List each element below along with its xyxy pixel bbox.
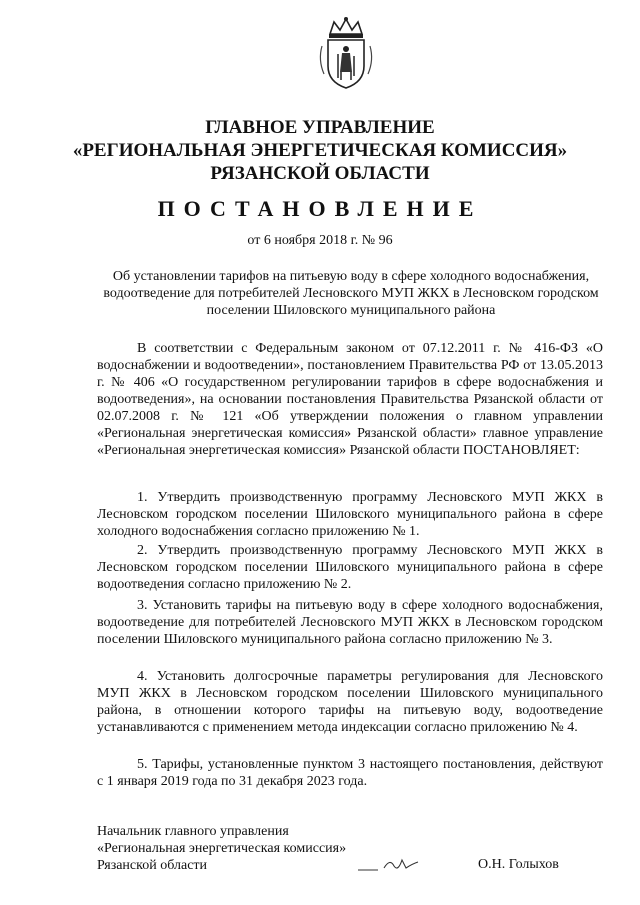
intro-paragraph: В соответствии с Федеральным законом от 07.12.2011 г. № 416-ФЗ «О водоснабжении и водоотведении», постановлением Правительства РФ от 13.05.2013 г. № 406 «О государственном регулировании тарифов в сфере водоснабжения и водоотведения», на основании постановления Правительства Рязанской области от 02.07.2008 г. № 121 «Об утверждении положения о главном управлении «Региональная энергетическая комиссия» Рязанской области» главное управление «Региональная энергетическая комиссия» Рязанской области ПОСТАНОВЛЯЕТ: — [97, 341, 603, 458]
item-1: 1. Утвердить производственную программу Лесновского МУП ЖКХ в Лесновском городском поселении Шиловского муниципального района в сфере холодного водоснабжения согласно приложению № 1. — [97, 490, 603, 539]
agency-title-line-1: ГЛАВНОЕ УПРАВЛЕНИЕ — [205, 117, 435, 138]
signatory-title-line-2: «Региональная энергетическая комиссия» — [97, 841, 347, 856]
item-5: 5. Тарифы, установленные пунктом 3 настоящего постановления, действуют с 1 января 2019 года по 31 декабря 2023 года. — [97, 757, 603, 789]
signatory-title-line-3: Рязанской области — [97, 858, 208, 873]
signatory-title-line-1: Начальник главного управления — [97, 824, 289, 839]
item-4: 4. Установить долгосрочные параметры регулирования для Лесновского МУП ЖКХ в Лесновском городском поселении Шиловского муниципального района, в отношении которого тарифы на питьевую воду, водоотведение устанавливаются с применением метода индексации согласно приложению № 4. — [97, 669, 603, 735]
coat-of-arms-icon — [316, 16, 376, 92]
agency-title-line-2: «РЕГИОНАЛЬНАЯ ЭНЕРГЕТИЧЕСКАЯ КОМИССИЯ» — [72, 140, 568, 161]
agency-title-line-3: РЯЗАНСКОЙ ОБЛАСТИ — [210, 163, 430, 184]
signatory-name: О.Н. Голыхов — [478, 857, 559, 872]
document-date-number: от 6 ноября 2018 г. № 96 — [247, 233, 393, 248]
document-subject: Об установлении тарифов на питьевую воду в сфере холодного водоснабжения, водоотведение для потребителей Лесновского МУП ЖКХ в Лесновском городском поселении Шиловского муниципального района — [103, 269, 599, 318]
item-3: 3. Установить тарифы на питьевую воду в сфере холодного водоснабжения, водоотведение для потребителей Лесновского МУП ЖКХ в Лесновском городском поселении Шиловского муниципального района согласно приложению № 3. — [97, 598, 603, 647]
document-type: ПОСТАНОВЛЕНИЕ — [157, 196, 483, 221]
signatory-title — [97, 823, 346, 874]
item-2: 2. Утвердить производственную программу Лесновского МУП ЖКХ в Лесновском городском поселении Шиловского муниципального района в сфере водоотведения согласно приложению № 2. — [97, 543, 603, 592]
handwritten-signature-icon — [356, 852, 426, 876]
